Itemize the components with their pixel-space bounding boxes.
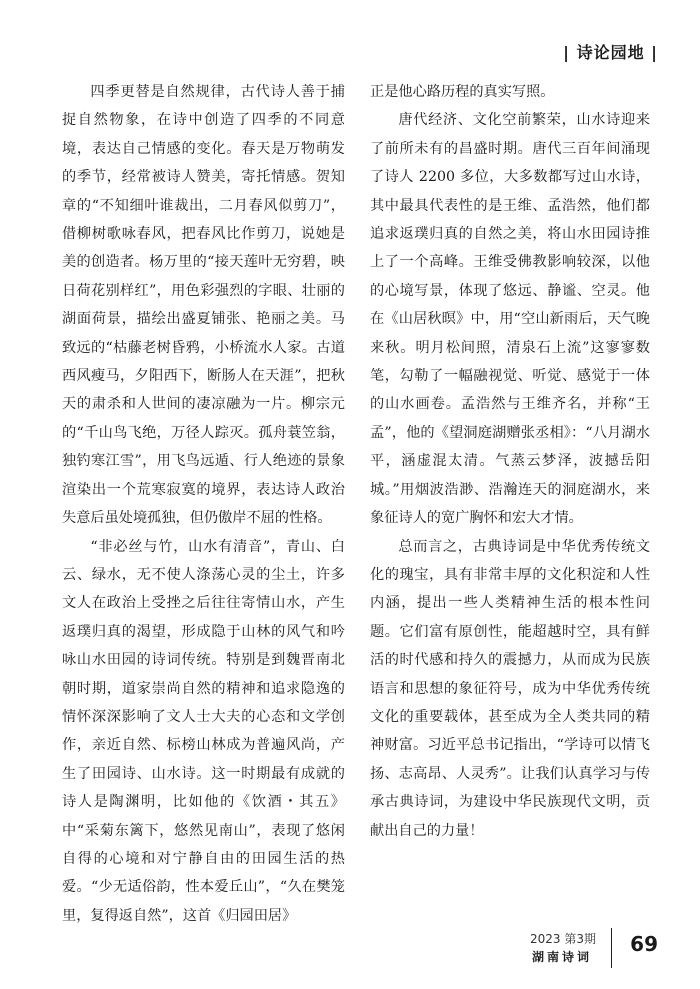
paragraph: “非必丝与竹，山水有清音”，青山、白云、绿水，无不使人涤荡心灵的尘土，许多文人在政治上受挫之后往往寄情山水，产生返璞归真的渴望，形成隐于山林的风气和吟咏山水田园的诗词传统。特别是到魏晋南北朝时期，道家崇尚自然的精神和追求隐逸的情怀深深影响了文人士大夫的心态和文学创作，亲近自然、标榜山林成为普遍风尚，产生了田园诗、山水诗。这一时期最有成就的诗人是陶渊明，比如他的《饮酒・其五》中“采菊东篱下，悠然见南山”，表现了悠闲自得的心境和对宁静自由的田园生活的热爱。“少无适俗韵，性本爱丘山”，“久在樊笼里，复得返自然”，这首《归园田居》 (62, 538, 345, 924)
page-number: 69 (630, 932, 658, 956)
page-footer (464, 928, 664, 972)
right-column (370, 78, 650, 845)
paragraph: 唐代经济、文化空前繁荣，山水诗迎来了前所未有的昌盛时期。唐代三百年间涌现了诗人 2200 多位，大多数都写过山水诗，其中最具代表性的是王维、孟浩然，他们都追求返璞归真的自然之美，将山水田园诗推上了一个高峰。王维受佛教影响较深，以他的心境写景，体现了悠远、静谧、空灵。他在《山居秋暝》中，用“空山新雨后，天气晚来秋。明月松间照，清泉石上流”这寥寥数笔，勾勒了一幅融视觉、听觉、感觉于一体的山水画卷。孟浩然与王维齐名，并称“王孟”，他的《望洞庭湖赠张丞相》：“八月湖水平，涵虚混太清。气蒸云梦泽，波撼岳阳城。”用烟波浩渺、浩瀚连天的洞庭湖水，来象征诗人的宽广胸怀和宏大才情。 (370, 112, 650, 527)
magazine-logo: 湖南诗词 (531, 950, 592, 964)
left-column (62, 78, 345, 930)
section-header: | 诗论园地 | (563, 43, 658, 62)
paragraph: 四季更替是自然规律，古代诗人善于捕捉自然物象，在诗中创造了四季的不同意境，表达自己情感的变化。春天是万物萌发的季节，经常被诗人赞美，寄托情感。贺知章的“不知细叶谁裁出，二月春风似剪刀”，借柳树歌咏春风，把春风比作剪刀，说她是美的创造者。杨万里的“接天莲叶无穷碧，映日荷花别样红”，用色彩强烈的字眼、壮丽的湖面荷景，描绘出盛夏铺张、艳丽之美。马致远的“枯藤老树昏鸦，小桥流水人家。古道西风瘦马，夕阳西下，断肠人在天涯”，把秋天的肃杀和人世间的凄凉融为一片。柳宗元的“千山鸟飞绝，万径人踪灭。孤舟蓑笠翁，独钓寒江雪”，用飞鸟远遁、行人绝迹的景象渲染出一个荒寒寂寞的境界，表达诗人政治失意后虽处境孤独，但仍傲岸不屈的性格。 (62, 84, 345, 527)
issue-label: 2023 第3期 (530, 932, 596, 946)
footer-divider (611, 928, 612, 968)
paragraph-continuation: 正是他心路历程的真实写照。 (370, 84, 555, 100)
section-title: 诗论园地 (576, 43, 645, 62)
paragraph: 总而言之，古典诗词是中华优秀传统文化的瑰宝，具有非常丰厚的文化积淀和人性内涵，提出一些人类精神生活的根本性问题。它们富有原创性，能超越时空，具有鲜活的时代感和持久的震撼力，从而成为民族语言和思想的象征符号，成为中华优秀传统文化的重要载体，甚至成为全人类共同的精神财富。习近平总书记指出，“学诗可以情飞扬、志高昂、人灵秀”。让我们认真学习与传承古典诗词，为建设中华民族现代文明，贡献出自己的力量！ (370, 538, 650, 839)
